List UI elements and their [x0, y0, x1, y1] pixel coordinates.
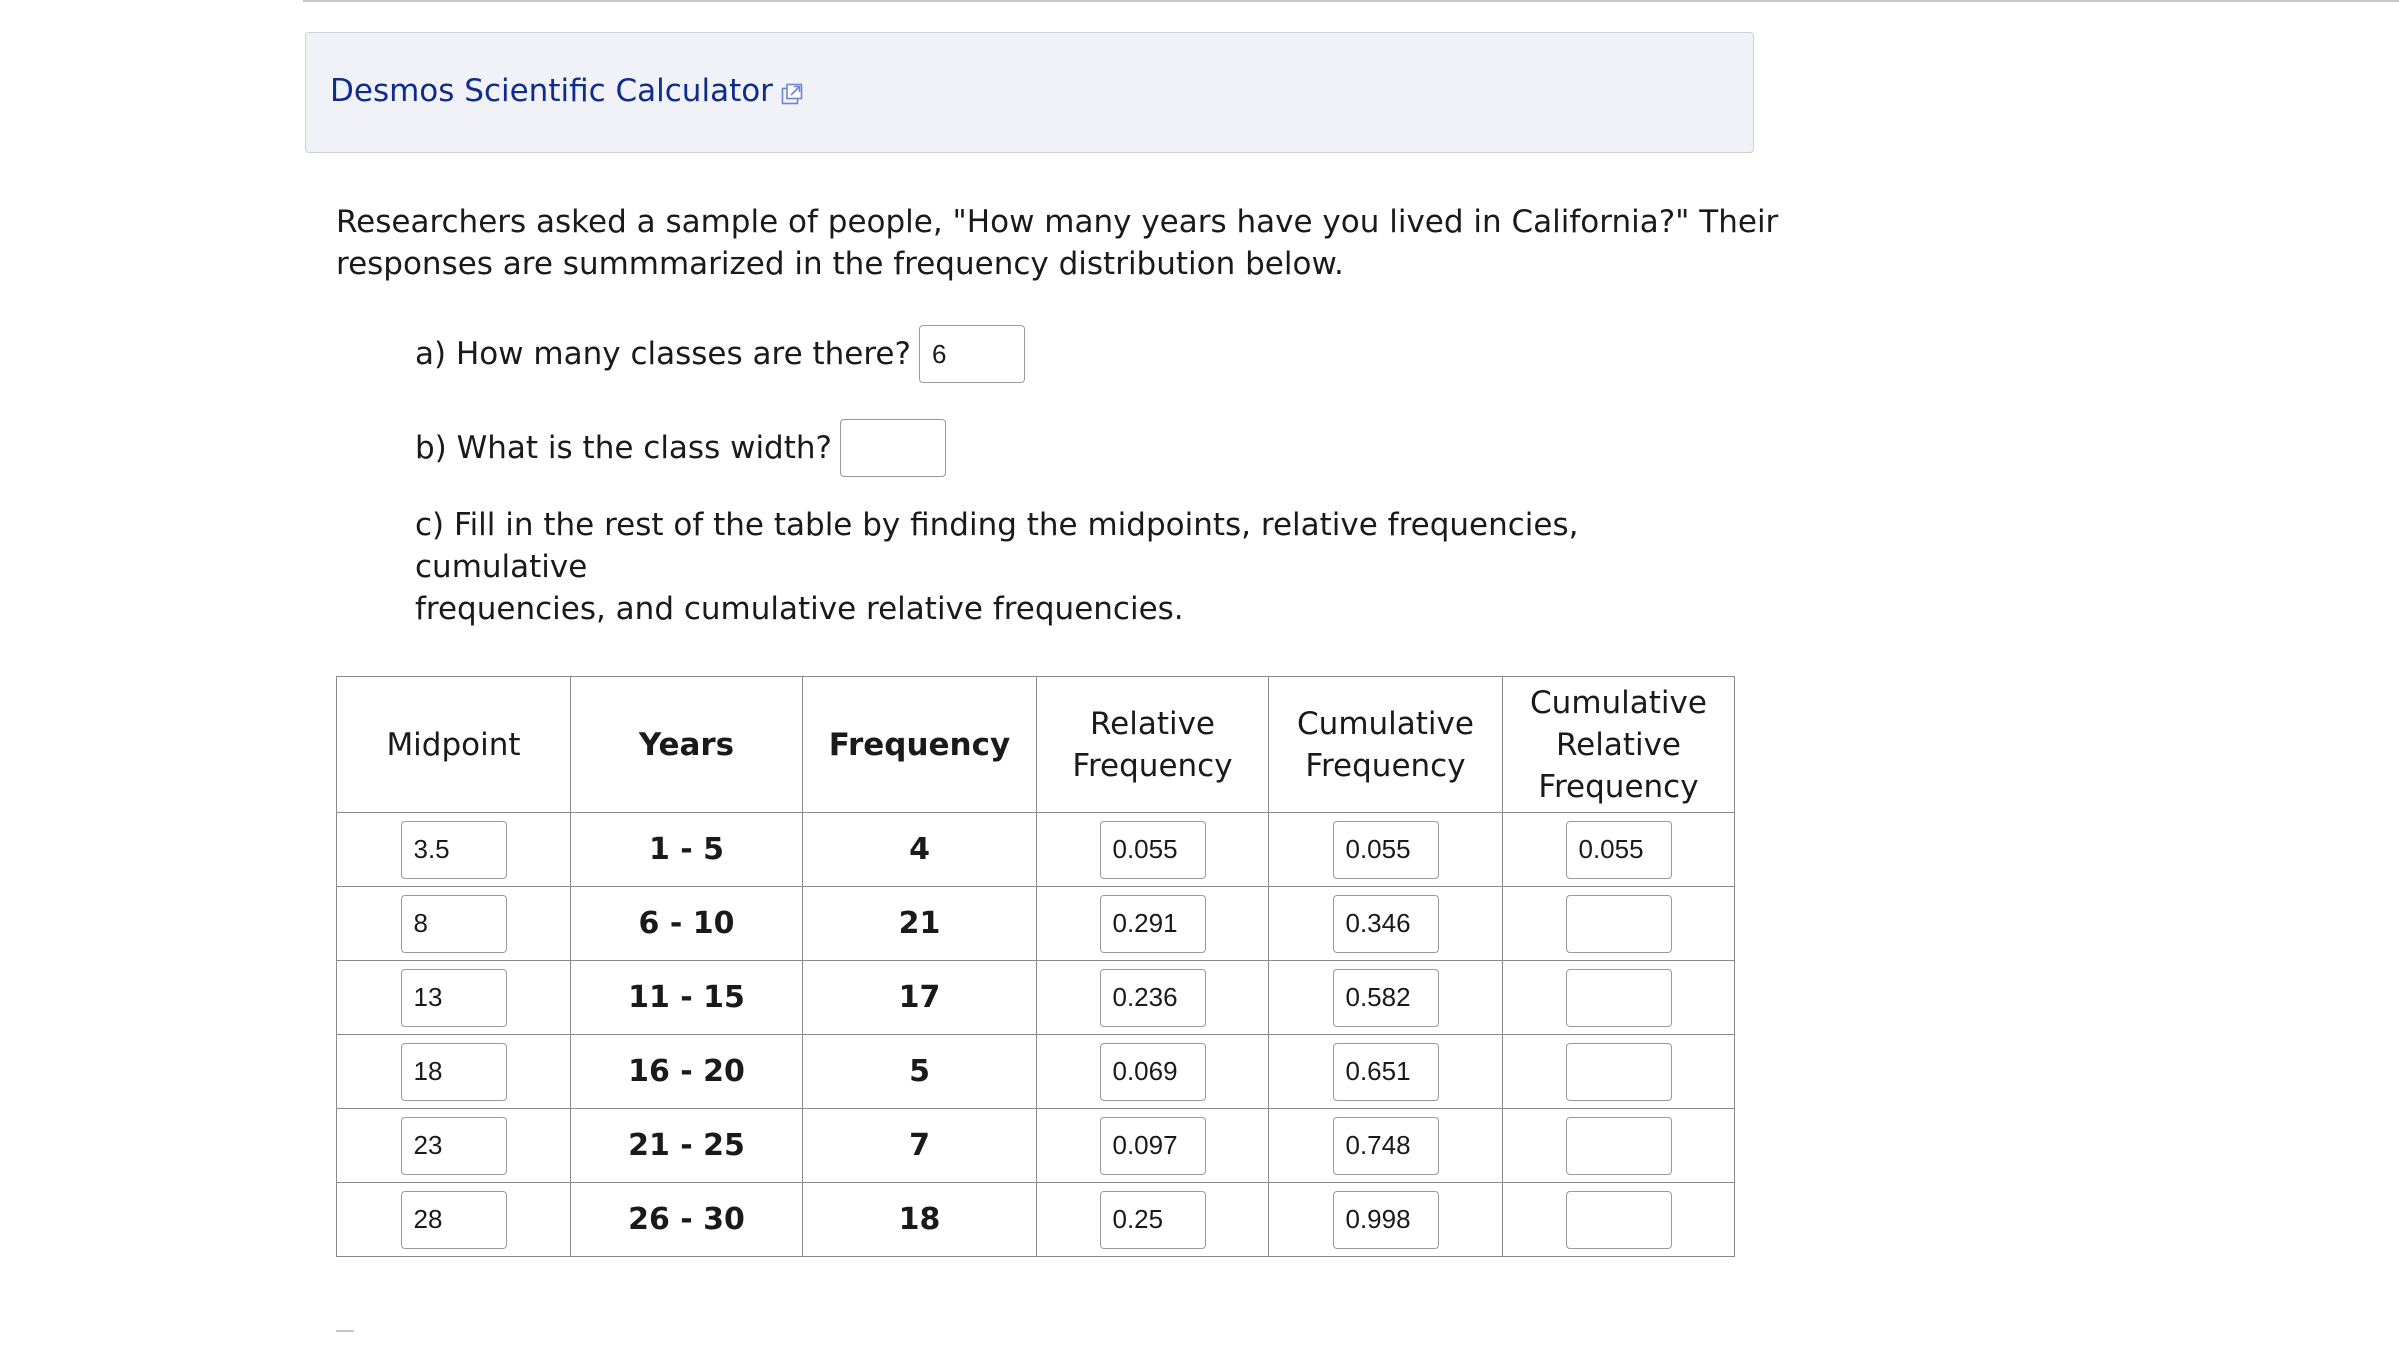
frequency-cell: 7 [803, 1109, 1037, 1183]
header-cumulative-relative-frequency-line-1: Cumulative [1530, 684, 1707, 721]
desmos-calculator-link-label: Desmos Scientific Calculator [330, 73, 773, 109]
cumulative-relative-frequency-input[interactable] [1566, 969, 1672, 1027]
table-header-row [337, 677, 1735, 813]
external-link-icon [781, 77, 803, 99]
class-width-input[interactable] [840, 419, 946, 477]
frequency-cell: 17 [803, 961, 1037, 1035]
cumulative-relative-frequency-input[interactable] [1566, 1043, 1672, 1101]
midpoint-input[interactable] [401, 895, 507, 953]
relative-frequency-cell [1037, 1109, 1269, 1183]
intro-line-1: Researchers asked a sample of people, "How many years have you lived in California?" Their [336, 204, 1779, 240]
midpoint-cell [337, 1035, 571, 1109]
table-row [337, 961, 1735, 1035]
header-cumulative-relative-frequency-line-2: Relative [1555, 726, 1681, 763]
question-c [415, 504, 1715, 630]
header-years: Years [571, 677, 803, 813]
header-cumulative-frequency-line-1: Cumulative [1297, 705, 1474, 742]
relative-frequency-cell [1037, 813, 1269, 887]
cumulative-relative-frequency-input[interactable] [1566, 895, 1672, 953]
calculator-panel [305, 32, 1754, 153]
cumulative-frequency-cell [1269, 961, 1503, 1035]
cumulative-frequency-input[interactable] [1333, 821, 1439, 879]
relative-frequency-cell [1037, 887, 1269, 961]
midpoint-input[interactable] [401, 1191, 507, 1249]
header-relative-frequency-line-2: Frequency [1072, 747, 1233, 784]
midpoint-cell [337, 1183, 571, 1257]
cumulative-relative-frequency-input[interactable] [1566, 821, 1672, 879]
header-cumulative-relative-frequency [1503, 677, 1735, 813]
midpoint-cell [337, 1109, 571, 1183]
cumulative-frequency-input[interactable] [1333, 1043, 1439, 1101]
intro-line-2: responses are summmarized in the frequency distribution below. [336, 246, 1344, 282]
question-b-label: b) What is the class width? [415, 430, 832, 466]
relative-frequency-input[interactable] [1100, 1191, 1206, 1249]
cumulative-relative-frequency-cell [1503, 1183, 1735, 1257]
cumulative-relative-frequency-cell [1503, 1109, 1735, 1183]
midpoint-input[interactable] [401, 969, 507, 1027]
midpoint-input[interactable] [401, 1117, 507, 1175]
relative-frequency-input[interactable] [1100, 1043, 1206, 1101]
midpoint-input[interactable] [401, 821, 507, 879]
cumulative-frequency-input[interactable] [1333, 895, 1439, 953]
relative-frequency-input[interactable] [1100, 895, 1206, 953]
frequency-cell: 21 [803, 887, 1037, 961]
years-cell: 1 - 5 [571, 813, 803, 887]
question-c-line-2: frequencies, and cumulative relative frequencies. [415, 591, 1184, 627]
desmos-calculator-link[interactable] [330, 73, 803, 109]
question-b [415, 419, 946, 477]
cumulative-frequency-input[interactable] [1333, 969, 1439, 1027]
cumulative-frequency-input[interactable] [1333, 1191, 1439, 1249]
years-cell: 26 - 30 [571, 1183, 803, 1257]
midpoint-cell [337, 887, 571, 961]
header-relative-frequency-line-1: Relative [1089, 705, 1215, 742]
relative-frequency-input[interactable] [1100, 1117, 1206, 1175]
question-a [415, 325, 1025, 383]
header-relative-frequency [1037, 677, 1269, 813]
cumulative-frequency-cell [1269, 1109, 1503, 1183]
class-count-input[interactable] [919, 325, 1025, 383]
problem-intro [336, 201, 1779, 285]
years-cell: 16 - 20 [571, 1035, 803, 1109]
header-midpoint: Midpoint [337, 677, 571, 813]
cumulative-frequency-input[interactable] [1333, 1117, 1439, 1175]
cumulative-frequency-cell [1269, 1183, 1503, 1257]
cumulative-relative-frequency-input[interactable] [1566, 1191, 1672, 1249]
cumulative-relative-frequency-cell [1503, 813, 1735, 887]
frequency-table [336, 676, 1735, 1257]
midpoint-cell [337, 813, 571, 887]
table-row [337, 1035, 1735, 1109]
relative-frequency-input[interactable] [1100, 821, 1206, 879]
midpoint-cell [337, 961, 571, 1035]
question-c-line-1: c) Fill in the rest of the table by finding the midpoints, relative frequencies, cumulative [415, 507, 1579, 585]
relative-frequency-cell [1037, 1035, 1269, 1109]
question-a-label: a) How many classes are there? [415, 336, 911, 372]
header-cumulative-frequency-line-2: Frequency [1305, 747, 1466, 784]
relative-frequency-cell [1037, 961, 1269, 1035]
cumulative-relative-frequency-cell [1503, 961, 1735, 1035]
years-cell: 6 - 10 [571, 887, 803, 961]
header-frequency: Frequency [803, 677, 1037, 813]
years-cell: 21 - 25 [571, 1109, 803, 1183]
table-row [337, 887, 1735, 961]
frequency-cell: 18 [803, 1183, 1037, 1257]
cumulative-frequency-cell [1269, 1035, 1503, 1109]
frequency-cell: 4 [803, 813, 1037, 887]
cumulative-frequency-cell [1269, 813, 1503, 887]
cumulative-relative-frequency-input[interactable] [1566, 1117, 1672, 1175]
midpoint-input[interactable] [401, 1043, 507, 1101]
table-row [337, 1109, 1735, 1183]
cumulative-frequency-cell [1269, 887, 1503, 961]
bottom-divider-fragment [336, 1330, 354, 1332]
cumulative-relative-frequency-cell [1503, 1035, 1735, 1109]
top-divider [303, 0, 2399, 2]
cumulative-relative-frequency-cell [1503, 887, 1735, 961]
years-cell: 11 - 15 [571, 961, 803, 1035]
frequency-cell: 5 [803, 1035, 1037, 1109]
header-cumulative-frequency [1269, 677, 1503, 813]
table-row [337, 1183, 1735, 1257]
relative-frequency-cell [1037, 1183, 1269, 1257]
relative-frequency-input[interactable] [1100, 969, 1206, 1027]
header-cumulative-relative-frequency-line-3: Frequency [1538, 768, 1699, 805]
table-row [337, 813, 1735, 887]
